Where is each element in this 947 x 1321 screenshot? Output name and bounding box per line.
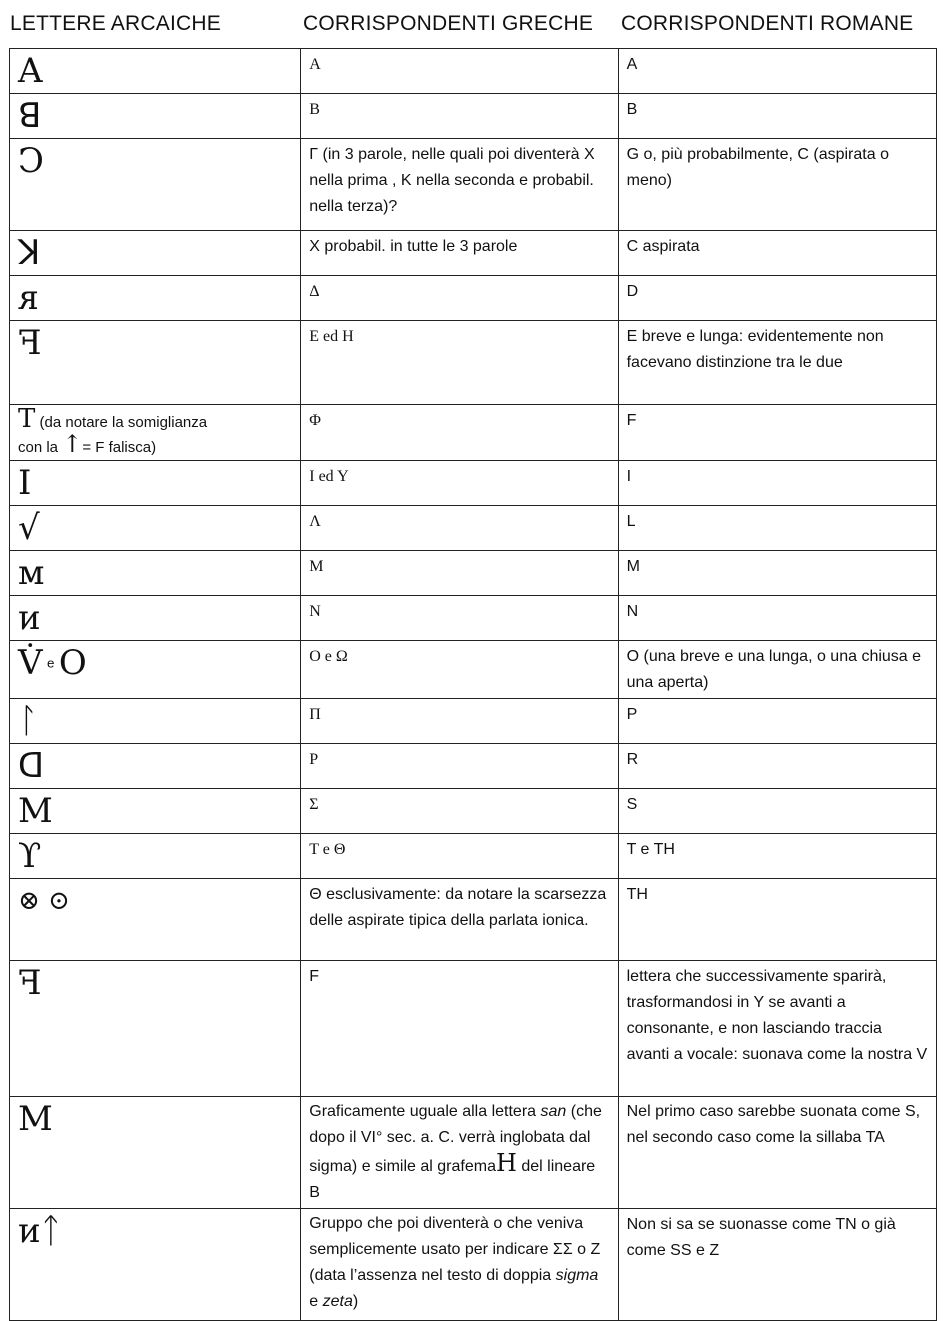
- greek-cell: N: [301, 596, 618, 641]
- archaic-glyph: ᗡ: [18, 746, 45, 786]
- glyph-note: con la: [18, 439, 59, 456]
- glyph-note: e: [47, 655, 55, 671]
- greek-cell: E ed H: [301, 321, 618, 405]
- greek-cell: I ed Y: [301, 461, 618, 506]
- greek-text: Gruppo che poi diventerà o che veniva semplicemente usato per indicare ΣΣ o Z (data l’assenza nel testo di doppia: [309, 1215, 601, 1284]
- table-row: [10, 744, 937, 789]
- table-row: [10, 94, 937, 139]
- arrow-up-icon: ↑: [62, 430, 83, 458]
- greek-text: e: [309, 1293, 323, 1310]
- greek-cell: Γ (in 3 parole, nelle quali poi diventerà X nella prima , K nella seconda e probabil. nella terza)?: [301, 139, 618, 231]
- archaic-glyph: M: [18, 1099, 53, 1139]
- archaic-glyph: ꟻ: [18, 963, 42, 1003]
- table-row: [10, 1209, 937, 1321]
- roman-cell: Nel primo caso sarebbe suonata come S, nel secondo caso come la sillaba TA: [618, 1097, 936, 1209]
- header-roman: CORRISPONDENTI ROMANE: [621, 12, 914, 35]
- greek-text: ): [352, 1293, 359, 1310]
- archaic-glyph: ϒ: [18, 836, 42, 876]
- archaic-glyph: A: [18, 51, 43, 91]
- roman-cell: R: [618, 744, 936, 789]
- greek-cell: M: [301, 551, 618, 596]
- greek-cell: B: [301, 94, 618, 139]
- table-row: [10, 699, 937, 744]
- roman-cell: TH: [618, 879, 936, 961]
- roman-cell: G o, più probabilmente, C (aspirata o meno): [618, 139, 936, 231]
- archaic-glyph: ⊗ ⊙: [18, 886, 70, 916]
- archaic-glyph: ᴎ: [18, 598, 41, 638]
- table-row: [10, 506, 937, 551]
- greek-text: (che dopo il VI° sec. a. C. verrà inglobata dal sigma) e simile al grafema: [309, 1103, 602, 1175]
- table-row: [10, 49, 937, 94]
- greek-cell: Λ: [301, 506, 618, 551]
- greek-cell: Δ: [301, 276, 618, 321]
- greek-cell: Φ: [301, 405, 618, 461]
- circle-icon: O: [58, 643, 87, 683]
- header-archaic: LETTERE ARCAICHE: [10, 12, 221, 35]
- roman-cell: S: [618, 789, 936, 834]
- table-row: [10, 961, 937, 1097]
- greek-cell: [301, 1097, 618, 1209]
- archaic-glyph: ᴎᛏ: [18, 1211, 62, 1251]
- roman-cell: D: [618, 276, 936, 321]
- greek-cell: X probabil. in tutte le 3 parole: [301, 231, 618, 276]
- table-row: [10, 596, 937, 641]
- archaic-glyph: ᴍ: [18, 553, 45, 593]
- roman-cell: I: [618, 461, 936, 506]
- roman-cell: F: [618, 405, 936, 461]
- table-row: [10, 321, 937, 405]
- glyph-note: = F falisca): [82, 439, 157, 456]
- archaic-glyph: ꓭ: [18, 96, 42, 136]
- roman-cell: L: [618, 506, 936, 551]
- roman-cell: M: [618, 551, 936, 596]
- greek-text-italic: zeta: [322, 1293, 353, 1310]
- linear-b-glyph: H: [495, 1149, 517, 1177]
- roman-cell: N: [618, 596, 936, 641]
- greek-cell: P: [301, 744, 618, 789]
- archaic-glyph: √: [18, 508, 40, 548]
- greek-text: Graficamente uguale alla lettera: [309, 1103, 541, 1120]
- table-row: [10, 231, 937, 276]
- greek-cell: O e Ω: [301, 641, 618, 699]
- roman-cell: C aspirata: [618, 231, 936, 276]
- archaic-glyph: V̇: [18, 643, 43, 683]
- table-row: [10, 405, 937, 461]
- glyph-note: (da notare la somiglianza: [39, 414, 208, 431]
- archaic-glyph: Ↄ: [18, 141, 45, 181]
- table-row: [10, 879, 937, 961]
- greek-cell: Σ: [301, 789, 618, 834]
- table-row: [10, 834, 937, 879]
- greek-text: del lineare B: [309, 1158, 596, 1201]
- table-row: [10, 641, 937, 699]
- greek-cell: T e Θ: [301, 834, 618, 879]
- archaic-glyph: ᴙ: [18, 278, 39, 318]
- roman-cell: P: [618, 699, 936, 744]
- roman-cell: Non si sa se suonasse come TN o già come SS e Z: [618, 1209, 936, 1321]
- greek-cell: F: [301, 961, 618, 1097]
- table-row: [10, 276, 937, 321]
- table-row: [10, 139, 937, 231]
- greek-cell: Π: [301, 699, 618, 744]
- roman-cell: B: [618, 94, 936, 139]
- table-row: [10, 551, 937, 596]
- roman-cell: T e TH: [618, 834, 936, 879]
- roman-cell: lettera che successivamente sparirà, trasformandosi in Y se avanti a consonante, e non lasciando traccia avanti a vocale: suonava come la nostra V: [618, 961, 936, 1097]
- roman-cell: O (una breve e una lunga, o una chiusa e una aperta): [618, 641, 936, 699]
- greek-cell: Θ esclusivamente: da notare la scarsezza delle aspirate tipica della parlata ionica.: [301, 879, 618, 961]
- table-row: [10, 789, 937, 834]
- archaic-glyph: ꟻ: [18, 323, 42, 363]
- letters-table: [9, 48, 937, 1321]
- table-row: [10, 1097, 937, 1209]
- greek-text-italic: sigma: [555, 1267, 599, 1284]
- archaic-glyph: I: [18, 463, 32, 503]
- roman-cell: A: [618, 49, 936, 94]
- archaic-glyph: ꓘ: [18, 233, 41, 273]
- greek-cell: [301, 1209, 618, 1321]
- roman-cell: E breve e lunga: evidentemente non facevano distinzione tra le due: [618, 321, 936, 405]
- header-greek: CORRISPONDENTI GRECHE: [303, 12, 594, 35]
- greek-cell: A: [301, 49, 618, 94]
- table-row: [10, 461, 937, 506]
- archaic-glyph: M: [18, 791, 53, 831]
- greek-text-italic: san: [540, 1103, 567, 1120]
- archaic-glyph: ᛚ: [18, 701, 39, 741]
- archaic-glyph: T: [18, 404, 36, 434]
